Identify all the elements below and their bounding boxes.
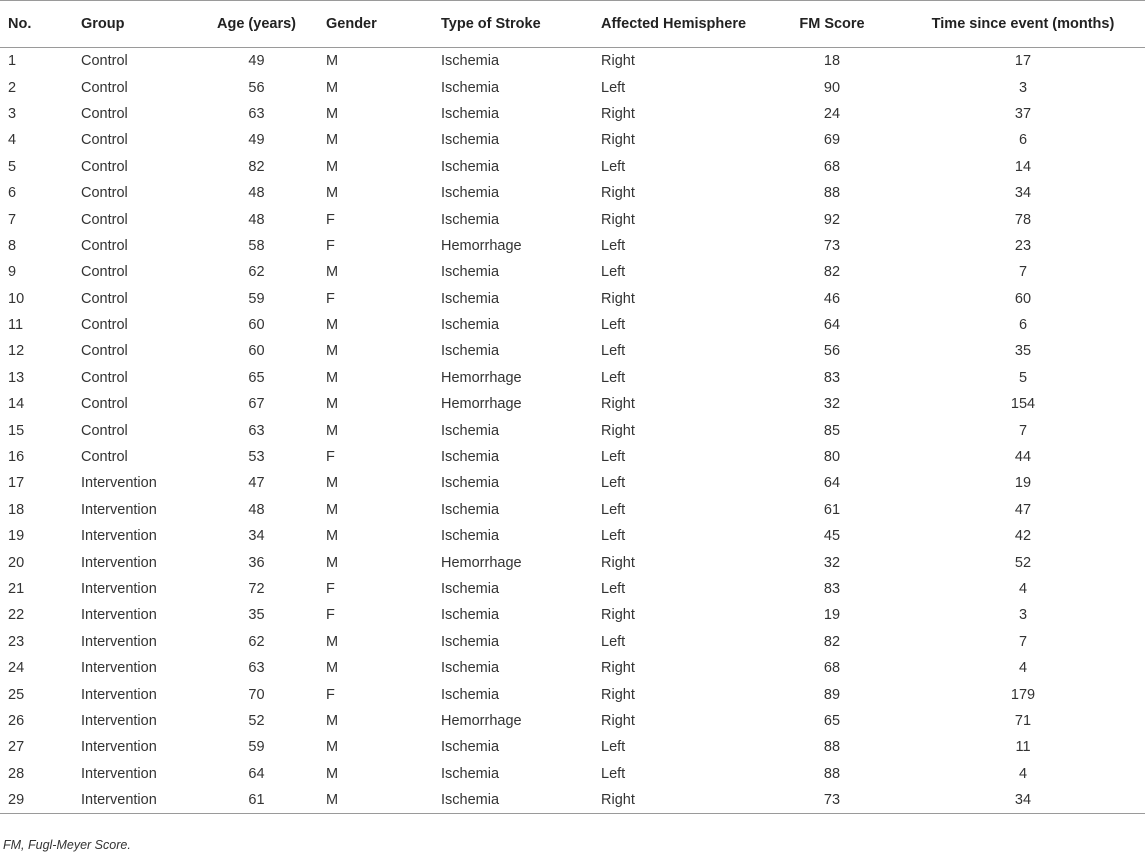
cell-stroke-type: Ischemia [441,158,500,175]
cell-gender: M [318,787,433,814]
cell-fm-score: 83 [823,581,841,597]
cell-no: 1 [8,53,17,70]
table-row [0,74,1145,100]
cell-group: Control [81,158,128,175]
cell-fm-score: 92 [823,211,841,228]
table-row [0,655,1145,681]
cell-fm-score: 56 [823,343,841,360]
table-row [0,470,1145,496]
cell-time-since-event: 6 [1018,132,1028,149]
cell-gender: M [326,396,339,413]
cell-age: 72 [248,581,265,597]
cell-gender: M [326,501,339,518]
cell-no: 27 [8,739,25,756]
cell-no: 8 [8,237,17,254]
cell-no: 20 [8,554,25,571]
cell-age: 60 [248,343,265,360]
cell-age: 67 [248,396,265,413]
cell-affected-hemisphere: Right [593,787,763,814]
cell-group: Control [81,264,128,281]
cell-time-since-event: 42 [1014,528,1032,545]
table-row [0,365,1145,391]
cell-gender: M [326,158,339,175]
cell-time-since-event: 14 [1014,158,1032,175]
cell-fm-score: 83 [823,369,841,386]
cell-age: 65 [248,369,265,386]
cell-fm-score: 88 [823,765,841,782]
table-row [0,127,1145,153]
cell-gender: F [326,449,335,466]
cell-age: 82 [248,158,265,175]
cell-age: 47 [248,475,265,492]
cell-time-since-event: 4 [1018,660,1028,677]
cell-gender: M [326,765,339,782]
cell-time-since-event: 4 [1018,581,1028,597]
cell-no: 3 [8,105,17,122]
cell-fm-score: 64 [823,475,841,492]
cell-age: 48 [248,185,265,202]
cell-stroke-type: Hemorrhage [441,369,522,386]
cell-age: 34 [248,528,265,545]
table-row [0,417,1145,443]
cell-stroke-type: Ischemia [441,581,500,597]
cell-stroke-type: Ischemia [441,686,500,703]
cell-affected-hemisphere: Left [601,475,626,492]
cell-time-since-event: 179 [1010,686,1036,703]
cell-affected-hemisphere: Right [601,105,635,122]
cell-time-since-event: 19 [1014,475,1032,492]
cell-gender: M [326,343,339,360]
cell-gender: M [326,554,339,571]
cell-group: Intervention [81,475,157,492]
cell-gender: M [326,369,339,386]
cell-affected-hemisphere: Left [601,79,626,96]
cell-fm-score: 88 [823,739,841,756]
cell-age: 56 [248,79,265,96]
cell-affected-hemisphere: Right [601,211,635,228]
cell-group: Intervention [81,581,157,597]
cell-age: 63 [248,660,265,677]
cell-group: Intervention [81,686,157,703]
cell-affected-hemisphere: Right [601,607,635,624]
cell-age: 64 [248,765,265,782]
cell-fm-score: 88 [823,185,841,202]
cell-fm-score: 69 [823,132,841,149]
cell-gender: F [326,290,335,307]
cell-gender: F [326,607,335,624]
cell-no: 17 [8,475,25,492]
cell-time-since-event: 7 [1018,422,1028,439]
header-fm-score: FM Score [763,1,901,48]
cell-stroke-type: Ischemia [433,787,593,814]
header-gender: Gender [318,1,433,48]
cell-stroke-type: Hemorrhage [441,396,522,413]
cell-no: 28 [8,765,25,782]
cell-affected-hemisphere: Right [601,422,635,439]
cell-no: 10 [8,290,25,307]
cell-group: Control [81,79,128,96]
table-row [0,761,1145,787]
cell-fm-score: 85 [823,422,841,439]
cell-stroke-type: Ischemia [441,449,500,466]
cell-gender: M [326,53,339,70]
cell-affected-hemisphere: Left [601,633,626,650]
cell-stroke-type: Ischemia [441,79,500,96]
cell-time-since-event: 3 [1018,79,1028,96]
cell-affected-hemisphere: Left [601,501,626,518]
cell-age: 61 [195,787,318,814]
cell-gender: F [326,686,335,703]
cell-affected-hemisphere: Right [601,185,635,202]
cell-time-since-event: 7 [1018,633,1028,650]
cell-stroke-type: Ischemia [441,528,500,545]
cell-fm-score: 24 [823,105,841,122]
table-row [0,444,1145,470]
cell-affected-hemisphere: Left [601,528,626,545]
cell-no: 13 [8,369,25,386]
cell-fm-score: 45 [823,528,841,545]
cell-fm-score: 61 [823,501,841,518]
cell-group: Control [81,449,128,466]
table-row [0,787,1145,814]
cell-no: 14 [8,396,25,413]
table-row [0,708,1145,734]
cell-group: Intervention [81,554,157,571]
table-footnote: FM, Fugl-Meyer Score. [3,838,131,852]
cell-affected-hemisphere: Right [601,53,635,70]
cell-age: 62 [248,264,265,281]
cell-affected-hemisphere: Right [601,132,635,149]
cell-group: Control [81,237,128,254]
cell-time-since-event: 23 [1014,237,1032,254]
cell-affected-hemisphere: Right [601,660,635,677]
cell-stroke-type: Ischemia [441,475,500,492]
cell-time-since-event: 34 [1014,185,1032,202]
table-row [0,734,1145,760]
cell-gender: M [326,633,339,650]
cell-stroke-type: Ischemia [441,185,500,202]
cell-fm-score: 73 [823,237,841,254]
cell-fm-score: 80 [823,449,841,466]
cell-age: 60 [248,317,265,334]
table-row [0,338,1145,364]
cell-no: 5 [8,158,17,175]
cell-time-since-event: 34 [901,787,1145,814]
cell-time-since-event: 17 [1014,53,1032,70]
table-row [0,154,1145,180]
cell-stroke-type: Ischemia [441,211,500,228]
cell-no: 12 [8,343,25,360]
cell-no: 11 [8,317,24,334]
header-affected-hemisphere: Affected Hemisphere [593,1,763,48]
header-time-since-event: Time since event (months) [901,1,1145,48]
table-row [0,312,1145,338]
cell-gender: F [326,211,335,228]
table-body [0,48,1145,814]
cell-group: Control [81,53,128,70]
cell-stroke-type: Ischemia [441,633,500,650]
cell-age: 36 [248,554,265,571]
cell-affected-hemisphere: Left [601,264,626,281]
cell-age: 63 [248,422,265,439]
cell-gender: M [326,528,339,545]
cell-affected-hemisphere: Right [601,686,635,703]
table-row [0,602,1145,628]
cell-age: 35 [248,607,265,624]
cell-stroke-type: Hemorrhage [441,554,522,571]
cell-affected-hemisphere: Left [601,237,626,254]
cell-stroke-type: Ischemia [441,53,500,70]
table-row [0,233,1145,259]
cell-time-since-event: 44 [1014,449,1032,466]
cell-no: 29 [0,787,73,814]
cell-stroke-type: Ischemia [441,290,500,307]
cell-age: 63 [248,105,265,122]
cell-fm-score: 89 [823,686,841,703]
cell-gender: M [326,105,339,122]
cell-stroke-type: Ischemia [441,739,500,756]
cell-fm-score: 82 [823,264,841,281]
cell-affected-hemisphere: Left [601,449,626,466]
cell-time-since-event: 7 [1018,264,1028,281]
cell-group: Intervention [81,765,157,782]
cell-age: 59 [248,739,265,756]
table-row [0,497,1145,523]
cell-stroke-type: Ischemia [441,660,500,677]
cell-group: Control [81,317,128,334]
cell-gender: M [326,660,339,677]
cell-group: Intervention [81,501,157,518]
cell-group: Control [81,105,128,122]
cell-no: 25 [8,686,25,703]
cell-time-since-event: 78 [1014,211,1032,228]
table-row [0,259,1145,285]
table-row [0,549,1145,575]
table-row [0,523,1145,549]
cell-no: 16 [8,449,25,466]
cell-stroke-type: Ischemia [441,317,500,334]
cell-fm-score: 46 [823,290,841,307]
header-stroke-type: Type of Stroke [433,1,593,48]
cell-time-since-event: 37 [1014,105,1032,122]
cell-time-since-event: 47 [1014,501,1032,518]
cell-fm-score: 68 [823,158,841,175]
cell-time-since-event: 154 [1010,396,1036,413]
cell-group: Control [81,211,128,228]
cell-affected-hemisphere: Right [601,290,635,307]
cell-group: Control [81,396,128,413]
cell-stroke-type: Hemorrhage [441,237,522,254]
cell-affected-hemisphere: Right [601,712,635,729]
cell-no: 9 [8,264,17,281]
cell-affected-hemisphere: Right [601,396,635,413]
cell-fm-score: 82 [823,633,841,650]
table-header [0,1,1145,48]
cell-fm-score: 65 [823,712,841,729]
cell-gender: M [326,422,339,439]
cell-affected-hemisphere: Left [601,739,626,756]
cell-stroke-type: Ischemia [441,264,500,281]
cell-time-since-event: 35 [1014,343,1032,360]
cell-time-since-event: 6 [1018,317,1028,334]
cell-gender: M [326,712,339,729]
cell-stroke-type: Ischemia [441,607,500,624]
cell-age: 48 [248,211,265,228]
cell-stroke-type: Ischemia [441,105,500,122]
table-row [0,629,1145,655]
cell-no: 2 [8,79,17,96]
cell-group: Control [81,132,128,149]
cell-time-since-event: 60 [1014,290,1032,307]
cell-time-since-event: 5 [1018,369,1028,386]
cell-no: 18 [8,501,25,518]
cell-age: 49 [248,132,265,149]
cell-affected-hemisphere: Left [601,765,626,782]
cell-group: Intervention [81,528,157,545]
cell-gender: M [326,132,339,149]
cell-affected-hemisphere: Left [601,581,626,597]
cell-fm-score: 64 [823,317,841,334]
cell-time-since-event: 52 [1014,554,1032,571]
cell-age: 70 [248,686,265,703]
cell-affected-hemisphere: Left [601,343,626,360]
cell-group: Intervention [81,712,157,729]
cell-age: 53 [248,449,265,466]
header-group: Group [73,1,195,48]
cell-gender: M [326,475,339,492]
table-row [0,286,1145,312]
cell-fm-score: 19 [823,607,841,624]
table-row [0,206,1145,232]
cell-fm-score: 68 [823,660,841,677]
cell-no: 15 [8,422,25,439]
cell-stroke-type: Ischemia [441,132,500,149]
cell-no: 23 [8,633,25,650]
header-row [0,1,1145,48]
cell-no: 26 [8,712,25,729]
table-row [0,48,1145,75]
cell-age: 59 [248,290,265,307]
cell-gender: M [326,264,339,281]
cell-stroke-type: Ischemia [441,422,500,439]
cell-no: 7 [8,211,17,228]
cell-time-since-event: 11 [1015,739,1031,756]
cell-affected-hemisphere: Right [601,554,635,571]
cell-gender: M [326,739,339,756]
cell-age: 62 [248,633,265,650]
cell-group: Intervention [73,787,195,814]
cell-group: Control [81,422,128,439]
cell-stroke-type: Ischemia [441,343,500,360]
cell-no: 4 [8,132,17,149]
cell-group: Control [81,343,128,360]
cell-age: 58 [248,237,265,254]
cell-group: Control [81,290,128,307]
cell-no: 6 [8,185,17,202]
cell-affected-hemisphere: Left [601,317,626,334]
cell-time-since-event: 4 [1018,765,1028,782]
table-row [0,101,1145,127]
cell-age: 49 [248,53,265,70]
cell-no: 24 [8,660,25,677]
cell-fm-score: 18 [823,53,841,70]
cell-group: Intervention [81,633,157,650]
header-age: Age (years) [195,1,318,48]
cell-gender: M [326,185,339,202]
header-no: No. [0,1,73,48]
cell-affected-hemisphere: Left [601,158,626,175]
cell-fm-score: 32 [823,554,841,571]
cell-time-since-event: 3 [1018,607,1028,624]
cell-time-since-event: 71 [1014,712,1032,729]
cell-group: Intervention [81,607,157,624]
cell-group: Intervention [81,660,157,677]
cell-group: Control [81,369,128,386]
cell-stroke-type: Ischemia [441,501,500,518]
cell-gender: F [326,581,335,597]
cell-stroke-type: Hemorrhage [441,712,522,729]
cell-affected-hemisphere: Left [601,369,626,386]
cell-fm-score: 73 [763,787,901,814]
cell-fm-score: 32 [823,396,841,413]
cell-gender: F [326,237,335,254]
cell-no: 22 [8,607,25,624]
table-row [0,576,1145,602]
cell-age: 52 [248,712,265,729]
table-row [0,681,1145,707]
cell-group: Intervention [81,739,157,756]
cell-age: 48 [248,501,265,518]
cell-no: 21 [8,581,25,597]
cell-group: Control [81,185,128,202]
cell-no: 19 [8,528,25,545]
table-row [0,391,1145,417]
cell-gender: M [326,317,339,334]
cell-gender: M [326,79,339,96]
table-row [0,180,1145,206]
cell-fm-score: 90 [823,79,841,96]
cell-stroke-type: Ischemia [441,765,500,782]
